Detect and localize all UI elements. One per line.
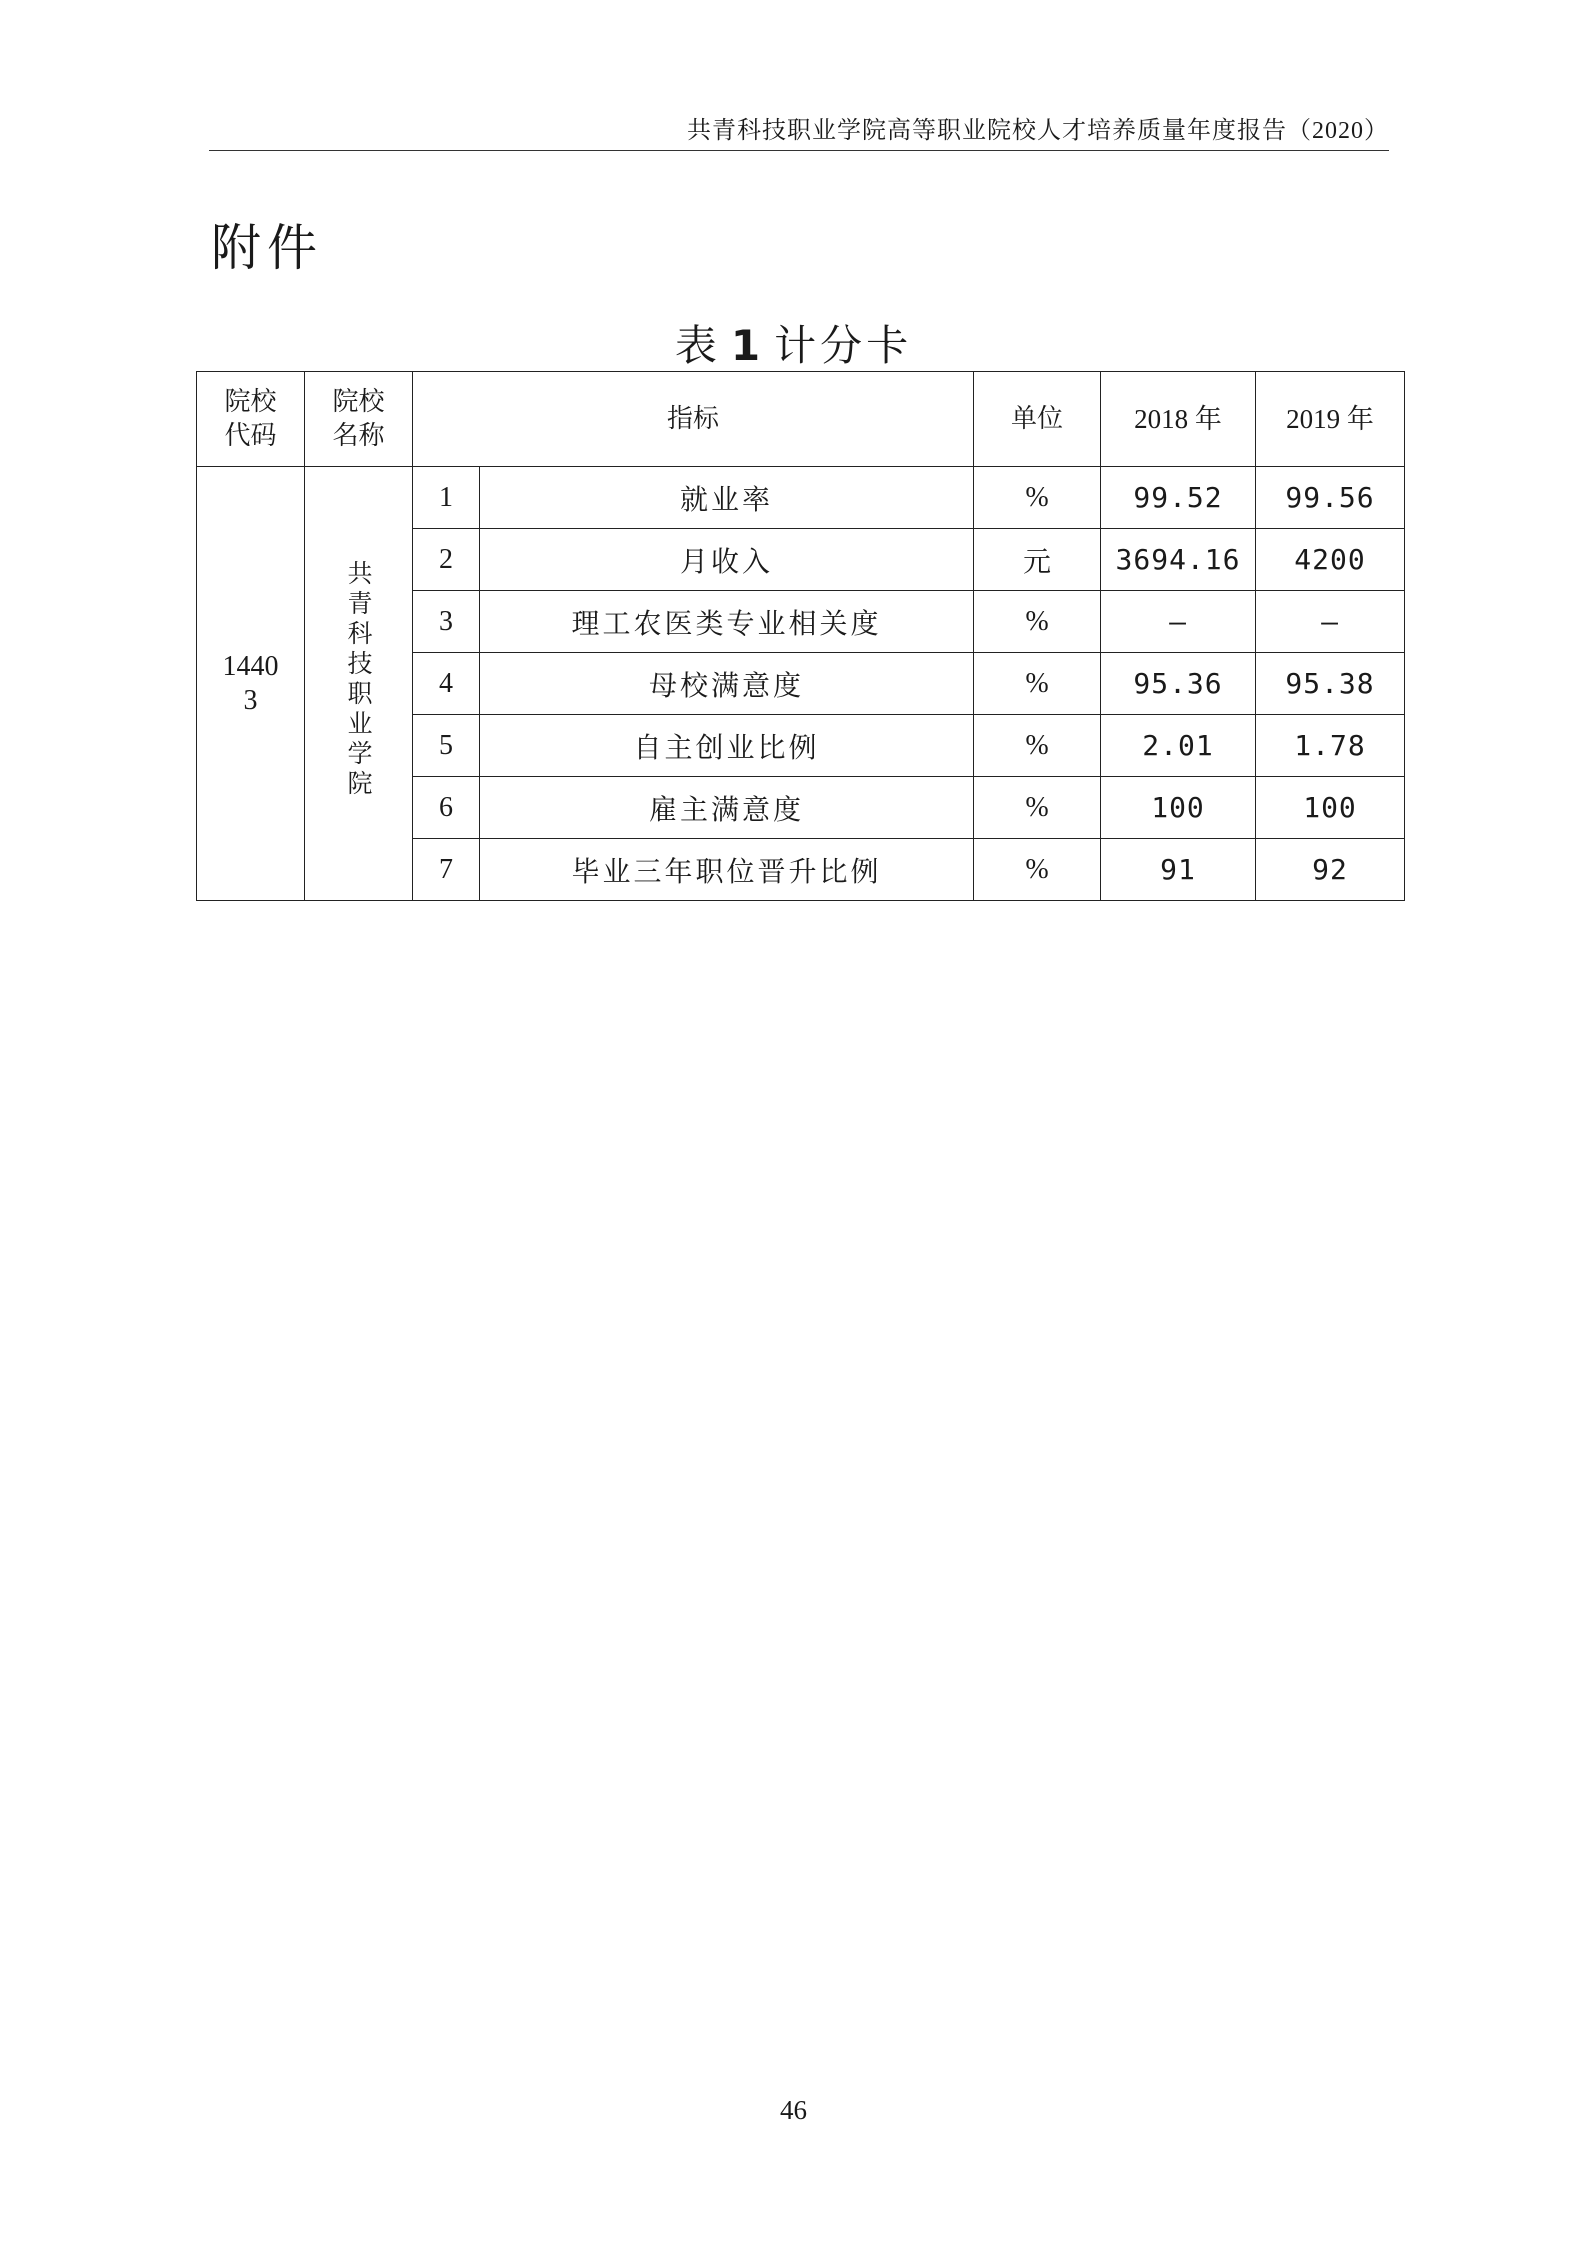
running-header: 共青科技职业学院高等职业院校人才培养质量年度报告（2020） xyxy=(687,118,1389,144)
value-2018: 100 xyxy=(1101,777,1256,839)
school-code-cell: 14403 xyxy=(197,467,305,901)
table-title-name: 计分卡 xyxy=(774,321,913,370)
indicator-name: 雇主满意度 xyxy=(480,777,974,839)
indicator-unit: % xyxy=(974,715,1101,777)
indicator-name: 自主创业比例 xyxy=(480,715,974,777)
header-unit: 单位 xyxy=(974,372,1101,467)
header-school-code: 院校代码 xyxy=(197,372,305,467)
value-2019: – xyxy=(1256,591,1405,653)
value-2019: 1.78 xyxy=(1256,715,1405,777)
value-2019: 95.38 xyxy=(1256,653,1405,715)
table-row xyxy=(197,467,1405,529)
indicator-name: 理工农医类专业相关度 xyxy=(480,591,974,653)
header-indicator: 指标 xyxy=(413,372,974,467)
indicator-unit: % xyxy=(974,653,1101,715)
value-2018: 95.36 xyxy=(1101,653,1256,715)
row-index: 3 xyxy=(413,591,480,653)
value-2019: 99.56 xyxy=(1256,467,1405,529)
value-2019: 4200 xyxy=(1256,529,1405,591)
value-2019: 92 xyxy=(1256,839,1405,901)
indicator-unit: % xyxy=(974,467,1101,529)
table-header-row xyxy=(197,372,1405,467)
header-school-name: 院校名称 xyxy=(305,372,413,467)
row-index: 2 xyxy=(413,529,480,591)
indicator-name: 就业率 xyxy=(480,467,974,529)
header-rule xyxy=(209,150,1389,151)
row-index: 1 xyxy=(413,467,480,529)
indicator-unit: % xyxy=(974,777,1101,839)
value-2019: 100 xyxy=(1256,777,1405,839)
header-year-2019: 2019 年 xyxy=(1256,372,1405,467)
indicator-name: 母校满意度 xyxy=(480,653,974,715)
row-index: 4 xyxy=(413,653,480,715)
table-title-prefix: 表 xyxy=(674,321,721,370)
indicator-unit: % xyxy=(974,839,1101,901)
indicator-name: 月收入 xyxy=(480,529,974,591)
value-2018: – xyxy=(1101,591,1256,653)
table-title-number: 1 xyxy=(730,321,765,370)
indicator-unit: 元 xyxy=(974,529,1101,591)
appendix-heading: 附件 xyxy=(211,219,323,277)
value-2018: 91 xyxy=(1101,839,1256,901)
indicator-unit: % xyxy=(974,591,1101,653)
page-number: 46 xyxy=(780,2095,807,2125)
row-index: 6 xyxy=(413,777,480,839)
row-index: 7 xyxy=(413,839,480,901)
table-title xyxy=(0,313,1587,373)
indicator-name: 毕业三年职位晋升比例 xyxy=(480,839,974,901)
value-2018: 2.01 xyxy=(1101,715,1256,777)
value-2018: 99.52 xyxy=(1101,467,1256,529)
value-2018: 3694.16 xyxy=(1101,529,1256,591)
header-year-2018: 2018 年 xyxy=(1101,372,1256,467)
school-name-cell: 共青科技职业学院 xyxy=(305,467,413,901)
scorecard-table xyxy=(196,371,1405,901)
row-index: 5 xyxy=(413,715,480,777)
